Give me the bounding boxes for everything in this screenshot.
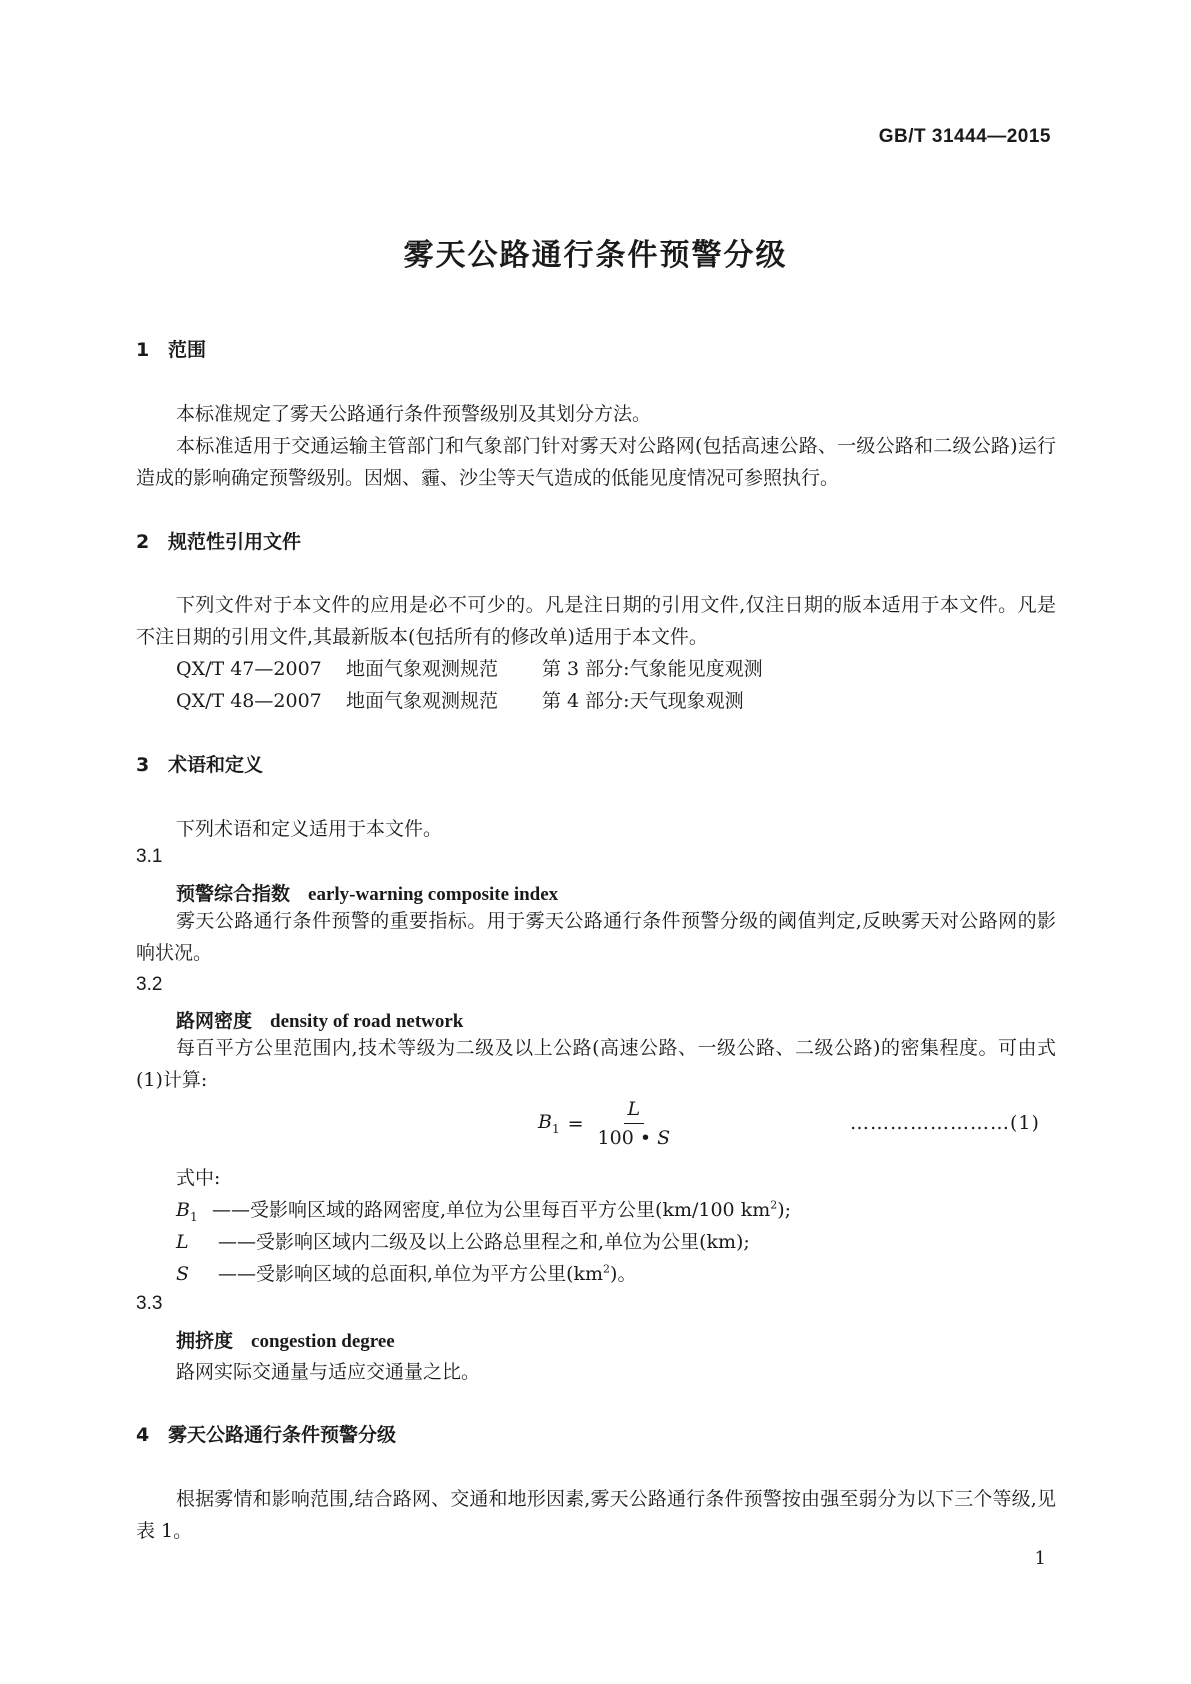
term-number: 3.2 (136, 974, 163, 995)
section-number: 1 (136, 339, 150, 361)
formula-lhs: $B_1$ (538, 1111, 560, 1136)
reference-part: 第 3 部分:气象能见度观测 (542, 658, 763, 680)
section-4-heading (136, 1420, 396, 1447)
document-title: 雾天公路通行条件预警分级 (403, 238, 788, 273)
variable-definition: L ——受影响区域内二级及以上公路总里程之和,单位为公里(km); (176, 1231, 750, 1253)
page-number: 1 (1034, 1548, 1046, 1569)
term-english: congestion degree (251, 1331, 395, 1352)
section-title: 范围 (168, 339, 207, 361)
terms-intro: 下列术语和定义适用于本文件。 (176, 818, 443, 840)
scope-paragraph-2: 本标准适用于交通运输主管部门和气象部门针对雾天对公路网(包括高速公路、一级公路和二级公路)运行造成的影响确定预警级别。因烟、霾、沙尘等天气造成的低能见度情况可参照执行。 (136, 435, 1056, 489)
term-chinese: 路网密度 (176, 1010, 253, 1032)
term-heading (176, 1006, 463, 1033)
term-number: 3.1 (136, 846, 163, 867)
fraction-numerator: L (624, 1098, 645, 1124)
variable-symbol: S (176, 1263, 190, 1285)
section-number: 2 (136, 531, 150, 553)
term-chinese: 预警综合指数 (176, 883, 291, 905)
term-english: density of road network (270, 1011, 464, 1032)
references-intro: 下列文件对于本文件的应用是必不可少的。凡是注日期的引用文件,仅注日期的版本适用于本文件。凡是不注日期的引用文件,其最新版本(包括所有的修改单)适用于本文件。 (136, 594, 1056, 648)
term-definition: 雾天公路通行条件预警的重要指标。用于雾天公路通行条件预警分级的阈值判定,反映雾天对公路网的影响状况。 (136, 910, 1056, 964)
where-label: 式中: (176, 1167, 221, 1189)
term-heading (176, 1326, 395, 1353)
section-1-heading (136, 335, 206, 362)
reference-item (176, 686, 744, 713)
scope-paragraph-1: 本标准规定了雾天公路通行条件预警级别及其划分方法。 (176, 403, 652, 425)
variable-symbol: $B_1$ (176, 1199, 198, 1224)
term-heading (176, 879, 558, 906)
section-2-heading (136, 527, 301, 554)
term-number: 3.3 (136, 1293, 163, 1314)
term-definition: 每百平方公里范围内,技术等级为二级及以上公路(高速公路、一级公路、二级公路)的密集程度。可由式(1)计算: (136, 1037, 1056, 1091)
section-number: 3 (136, 754, 150, 776)
variable-definition: S ——受影响区域的总面积,单位为平方公里$(km^2)$。 (176, 1262, 637, 1285)
variable-definition: $B_1$ ——受影响区域的路网密度,单位为公里每百平方公里(km/100 $km^2$); (176, 1198, 792, 1224)
reference-code: QX/T 47—2007 (176, 658, 322, 680)
term-chinese: 拥挤度 (176, 1330, 234, 1352)
reference-part: 第 4 部分:天气现象观测 (542, 690, 744, 712)
variable-symbol: L (176, 1231, 189, 1253)
term-english: early-warning composite index (308, 884, 559, 905)
reference-code: QX/T 48—2007 (176, 690, 322, 712)
reference-name: 地面气象观测规范 (346, 690, 499, 712)
formula-1 (538, 1098, 674, 1149)
section-title: 雾天公路通行条件预警分级 (168, 1424, 397, 1446)
section-3-heading (136, 750, 263, 777)
term-definition: 路网实际交通量与适应交通量之比。 (176, 1361, 481, 1383)
section-title: 规范性引用文件 (168, 531, 302, 553)
reference-name: 地面气象观测规范 (346, 658, 499, 680)
fraction-denominator: 100 • S (597, 1127, 671, 1149)
section-title: 术语和定义 (168, 754, 264, 776)
equals-sign: = (567, 1112, 584, 1135)
section-number: 4 (136, 1424, 150, 1446)
formula-fraction (594, 1098, 675, 1149)
reference-item (176, 654, 763, 681)
equation-number: ……………………(1) (850, 1112, 1040, 1134)
standard-number: GB/T 31444—2015 (878, 126, 1051, 147)
grading-paragraph: 根据雾情和影响范围,结合路网、交通和地形因素,雾天公路通行条件预警按由强至弱分为以下三个等级,见表 1。 (136, 1488, 1056, 1542)
